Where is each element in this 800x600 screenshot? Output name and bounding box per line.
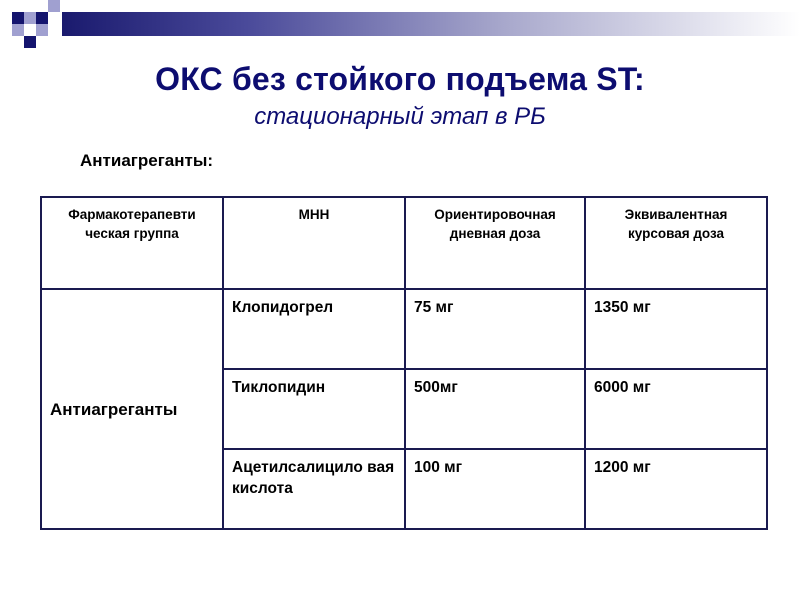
daily-dose-value: 100 мг bbox=[414, 459, 463, 476]
table-cell bbox=[223, 289, 405, 369]
header-inn: МНН bbox=[298, 207, 330, 222]
table-cell bbox=[223, 449, 405, 529]
header-cell bbox=[585, 197, 767, 289]
slide-subtitle: стационарный этап в РБ bbox=[254, 103, 546, 130]
section-label: Антиагреганты: bbox=[80, 151, 214, 170]
header-gradient-band bbox=[62, 12, 800, 36]
table-cell bbox=[585, 449, 767, 529]
table-cell bbox=[405, 289, 585, 369]
course-dose-value: 1350 мг bbox=[594, 299, 651, 316]
decor-square bbox=[12, 12, 24, 24]
table-cell bbox=[585, 369, 767, 449]
table-cell bbox=[585, 289, 767, 369]
course-dose-value: 1200 мг bbox=[594, 459, 651, 476]
header-pharm-group: Фармакотерапевти ческая группа bbox=[68, 207, 196, 241]
decor-square bbox=[24, 36, 36, 48]
slide-title: ОКС без стойкого подъема ST: bbox=[155, 61, 645, 97]
daily-dose-value: 75 мг bbox=[414, 299, 454, 316]
table-cell bbox=[405, 449, 585, 529]
header-course-dose: Эквивалентная курсовая доза bbox=[624, 207, 728, 241]
decor-square bbox=[36, 24, 48, 36]
group-label: Антиагреганты bbox=[50, 399, 178, 419]
table-cell bbox=[223, 369, 405, 449]
inn-value: Тиклопидин bbox=[232, 379, 326, 396]
decor-square bbox=[24, 12, 36, 24]
header-daily-dose: Ориентировочная дневная доза bbox=[434, 207, 556, 241]
table-cell bbox=[405, 369, 585, 449]
header-cell bbox=[223, 197, 405, 289]
decor-square bbox=[48, 0, 60, 12]
group-cell bbox=[41, 289, 223, 529]
course-dose-value: 6000 мг bbox=[594, 379, 651, 396]
table-row bbox=[41, 289, 767, 369]
inn-value: Клопидогрел bbox=[232, 299, 334, 316]
decor-square bbox=[12, 24, 24, 36]
decor-square bbox=[36, 12, 48, 24]
drug-table bbox=[40, 196, 768, 530]
inn-value: Ацетилсалицило вая кислота bbox=[232, 459, 395, 497]
header-cell bbox=[405, 197, 585, 289]
table-header-row bbox=[41, 197, 767, 289]
daily-dose-value: 500мг bbox=[414, 379, 458, 396]
header-cell bbox=[41, 197, 223, 289]
